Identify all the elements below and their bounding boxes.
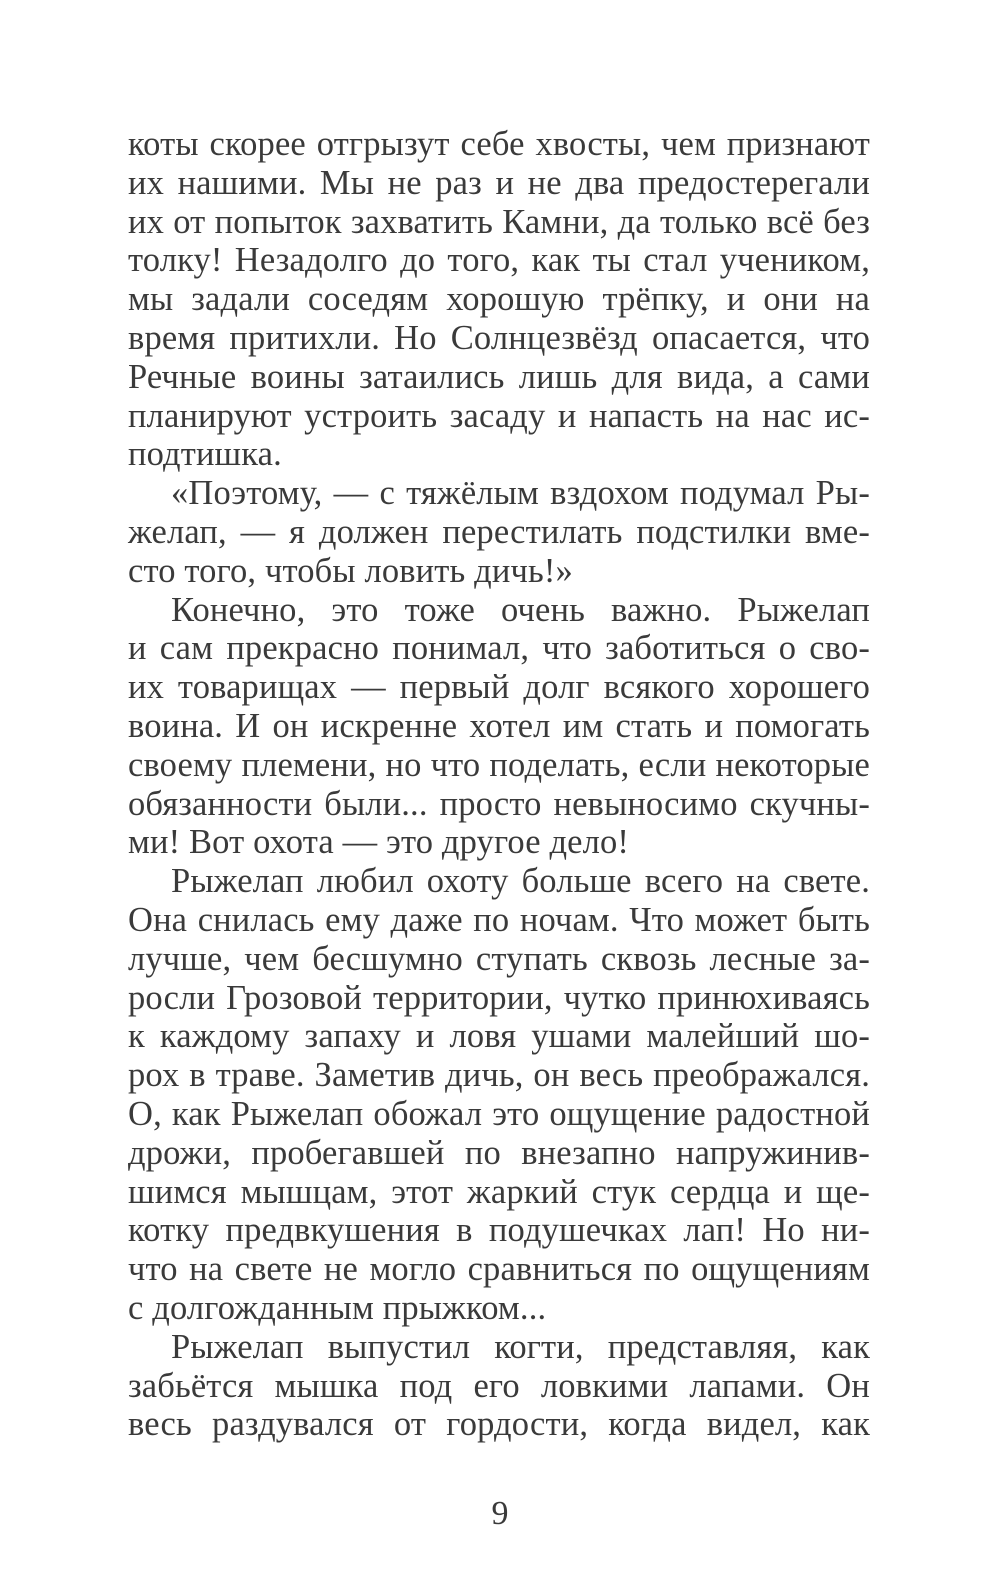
text-line: и сам прекрасно понимал, что заботиться о сво- — [128, 629, 870, 668]
text-line: Она снилась ему даже по ночам. Что может быть — [128, 900, 870, 939]
text-line: шимся мышцам, этот жаркий стук сердца и ще- — [128, 1172, 870, 1211]
text-line: Речные воины затаились лишь для вида, а сами — [128, 357, 870, 396]
text-line: ми! Вот охота — это другое дело! — [128, 823, 630, 862]
text-line: весь раздувался от гордости, когда видел, как — [128, 1405, 870, 1444]
text-line: планируют устроить засаду и напасть на нас ис- — [128, 396, 870, 435]
paragraph — [128, 862, 870, 1328]
text-line: котку предвкушения в подушечках лап! Но ни- — [128, 1211, 870, 1250]
text-line: желап, — я должен перестилать подстилки вме- — [128, 512, 870, 551]
text-line: Рыжелап любил охоту больше всего на свете. — [171, 862, 870, 901]
text-line: Конечно, это тоже очень важно. Рыжелап — [171, 590, 870, 629]
text-line: к каждому запаху и ловя ушами малейший шо- — [128, 1017, 870, 1056]
text-line: рох в траве. Заметив дичь, он весь преображался. — [128, 1056, 870, 1095]
text-line: «Поэтому, — с тяжёлым вздохом подумал Ры- — [171, 474, 870, 513]
text-line: толку! Незадолго до того, как ты стал учеником, — [128, 241, 870, 280]
text-line: время притихли. Но Солнцезвёзд опасается, что — [128, 318, 870, 357]
text-line: росли Грозовой территории, чутко принюхиваясь — [128, 978, 870, 1017]
paragraph — [128, 591, 870, 863]
page-text — [128, 125, 870, 1444]
text-line: их нашими. Мы не раз и не два предостерегали — [128, 163, 870, 202]
paragraph — [128, 1328, 870, 1444]
text-line: мы задали соседям хорошую трёпку, и они на — [128, 280, 870, 319]
text-line: воина. И он искренне хотел им стать и помогать — [128, 706, 870, 745]
text-line: своему племени, но что поделать, если некоторые — [128, 745, 870, 784]
text-line: коты скорее отгрызут себе хвосты, чем признают — [128, 125, 870, 163]
paragraph — [128, 474, 870, 590]
text-line: их товарищах — первый долг всякого хорошего — [128, 668, 870, 707]
text-line: Рыжелап выпустил когти, представляя, как — [171, 1327, 870, 1366]
text-line: их от попыток захватить Камни, да только всё без — [128, 202, 870, 241]
text-line: подтишка. — [128, 435, 282, 474]
text-line: что на свете не могло сравниться по ощущениям — [128, 1250, 870, 1289]
text-line: с долгожданным прыжком... — [128, 1288, 547, 1327]
text-line: сто того, чтобы ловить дичь!» — [128, 551, 573, 590]
text-line: дрожи, пробегавшей по внезапно напружинив- — [128, 1133, 870, 1172]
text-line: забьётся мышка под его ловкими лапами. Он — [128, 1366, 870, 1405]
text-line: О, как Рыжелап обожал это ощущение радостной — [128, 1094, 870, 1133]
text-line: обязанности были... просто невыносимо скучны- — [128, 784, 870, 823]
text-line: лучше, чем бесшумно ступать сквозь лесные за- — [128, 939, 870, 978]
page-number: 9 — [491, 1495, 509, 1532]
paragraph — [128, 125, 870, 474]
